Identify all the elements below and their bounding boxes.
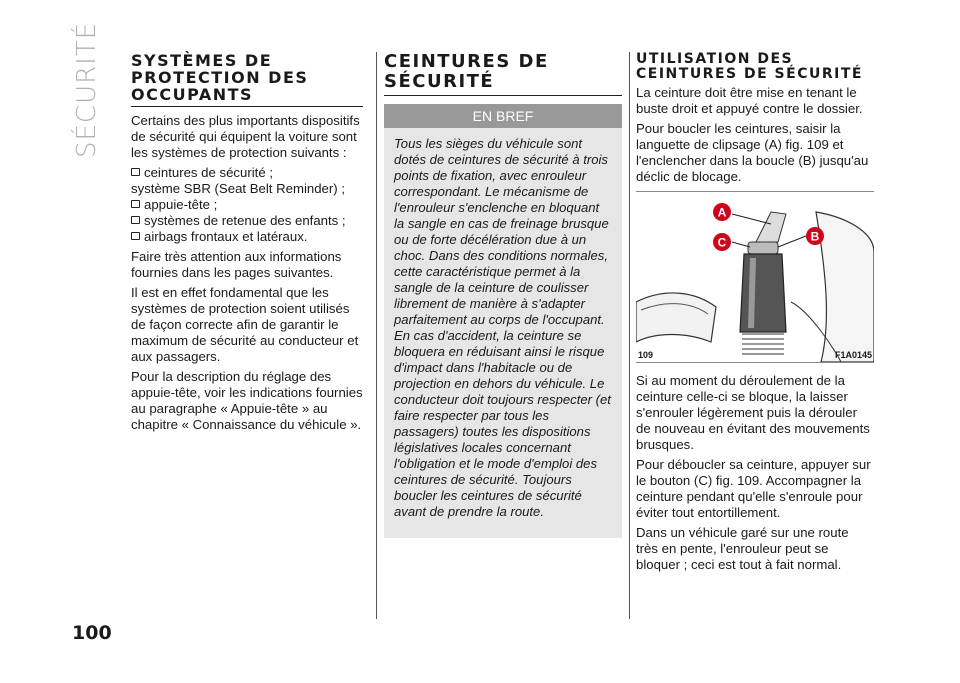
checkbox-bullet-icon [131, 232, 140, 240]
list-item: systèmes de retenue des enfants ; [131, 213, 363, 229]
heading-protection-systems: SYSTÈMES DE PROTECTION DES OCCUPANTS [131, 52, 363, 107]
callout-label-a: A [717, 205, 727, 220]
paragraph: Faire très attention aux informations fournies dans les pages suivantes. [131, 249, 342, 280]
paragraph: Pour déboucler sa ceinture, appuyer sur le bouton (C) fig. 109. Accompagner la ceinture pendant qu'elle s'enroule pour éviter tout entortillement. [636, 457, 871, 520]
figure-number: 109 [638, 350, 654, 360]
paragraph: Pour boucler les ceintures, saisir la languette de clipsage (A) fig. 109 et l'enclencher dans la boucle (B) jusqu'au déclic de blocage. [636, 121, 869, 184]
seat-belt-buckle-illustration [636, 192, 874, 362]
heading-seat-belt-usage: UTILISATION DES CEINTURES DE SÉCURITÉ [636, 51, 863, 82]
list-item: airbags frontaux et latéraux. [131, 229, 363, 245]
paragraph: Il est en effet fondamental que les systèmes de protection soient utilisés de façon correcte afin de garantir le maximum de sécurité au conducteur et aux passagers. [131, 285, 359, 364]
list-item-sbr: système SBR (Seat Belt Reminder) ; [131, 181, 346, 196]
chapter-side-title: SÉCURITÉ [72, 21, 102, 158]
paragraph: Si au moment du déroulement de la ceinture celle-ci se bloque, la laisser s'enrouler légèrement puis la dérouler de nouveau en évitant des mouvements brusques. [636, 373, 870, 452]
column-seat-belts [384, 52, 622, 538]
summary-box-title: EN BREF [384, 104, 622, 128]
paragraph: Dans un véhicule garé sur une route très en pente, l'enrouleur peut se bloquer ; ceci est tout à fait normal. [636, 525, 849, 572]
page-number: 100 [72, 622, 112, 644]
intro-text: Certains des plus importants dispositifs de sécurité qui équipent la voiture sont les systèmes de protection suivants : [131, 113, 360, 160]
heading-seat-belts: CEINTURES DE SÉCURITÉ [384, 52, 622, 96]
checkbox-bullet-icon [131, 216, 140, 224]
column-divider-1 [376, 52, 377, 619]
checkbox-bullet-icon [131, 200, 140, 208]
figure-109-seat-belt-buckle [636, 191, 874, 363]
callout-label-c: C [717, 235, 727, 250]
list-item: ceintures de sécurité ; [131, 165, 363, 181]
paragraph: Pour la description du réglage des appuie-tête, voir les indications fournies au paragraphe « Appuie-tête » au chapitre « Connaissance du véhicule ». [131, 369, 363, 432]
paragraph: La ceinture doit être mise en tenant le buste droit et appuyé contre le dossier. [636, 85, 863, 116]
column-seat-belt-usage [636, 52, 874, 577]
checkbox-bullet-icon [131, 168, 140, 176]
callout-label-b: B [810, 229, 820, 244]
figure-code: F1A0145 [834, 350, 872, 360]
summary-box-text: Tous les sièges du véhicule sont dotés de ceintures de sécurité à trois points de fixation, avec enrouleur correspondant. Le mécanisme de l'enrouleur s'enclenche en bloquant la sangle en cas de freinage brusque ou de forte décélération due à un choc. Dans des conditions normales, cette caractéristique permet à la sangle de la ceinture de coulisser librement de manière à s'adapter parfaitement au corps de l'occupant. En cas d'accident, la ceinture se bloquera en réduisant ainsi le risque d'impact dans l'habitacle ou de projection en dehors du véhicule. Le conducteur doit toujours respecter (et faire respecter par tous les passagers) toutes les dispositions législatives locales concernant l'obligation et le mode d'emploi des ceintures de sécurité. Toujours boucler les ceintures de sécurité avant de prendre la route. [384, 128, 622, 538]
column-protection-systems [131, 52, 363, 437]
column-divider-2 [629, 52, 630, 619]
list-item: appuie-tête ; [131, 197, 363, 213]
